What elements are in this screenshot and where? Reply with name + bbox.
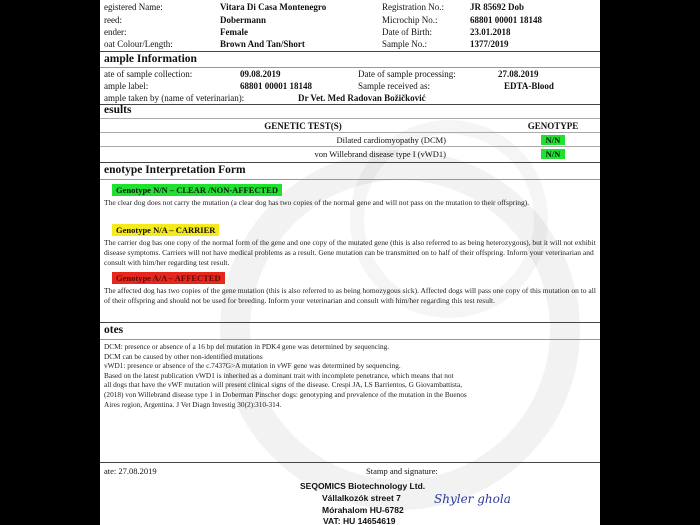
stamp-vat: VAT: HU 14654619 (323, 516, 396, 525)
affected-description: The affected dog has two copies of the gene mutation (this is also referred to as being homozygous sick). Affected dogs will pass one copy of this mutation on to all of their offspring and should not be used for breeding. Inform your veterinarian and consult with him/her regarding this test result. (104, 286, 596, 305)
clear-genotype-label: Genotype N/N – CLEAR /NON-AFFECTED (112, 184, 282, 196)
sample-info-title: ample Information (104, 53, 197, 65)
processing-label: Date of sample processing: (358, 69, 456, 79)
breed-label: reed: (104, 15, 122, 25)
notes-list (104, 342, 598, 409)
sample-label-value: 68801 00001 18148 (240, 81, 312, 91)
genotype-cell-wrap (506, 133, 600, 147)
dob-label: Date of Birth: (382, 27, 432, 37)
results-title: esults (104, 104, 132, 116)
note-line: Based on the latest publication vWD1 is inherited as a dominant trait with incomplete penetrance, which means that not (104, 370, 454, 380)
collection-label: ate of sample collection: (104, 69, 193, 79)
gender-value: Female (220, 27, 248, 37)
col-genotype-header: GENOTYPE (506, 119, 600, 133)
note-line: vWD1: presence or absence of the c.7437G>A mutation in vWF gene was determined by sequencing. (104, 361, 401, 371)
note-line: all dogs that have the vWF mutation will present clinical signs of the disease. Crespi JA, LS Barrientos, G Giovambattista, (104, 380, 463, 390)
divider (100, 339, 600, 340)
received-value: EDTA-Blood (504, 81, 554, 91)
processing-date: 27.08.2019 (498, 69, 539, 79)
stamp-label: Stamp and signature: (366, 466, 438, 476)
stamp-city: Mórahalom HU-6782 (322, 505, 404, 515)
clear-description: The clear dog does not carry the mutation (a clear dog has two copies of the normal gene and will not pass on the mutation to their offspring). (104, 198, 530, 207)
certificate-document (100, 0, 600, 525)
notes-title: otes (104, 324, 124, 336)
microchip-value: 68801 00001 18148 (470, 15, 542, 25)
genotype-badge: N/N (541, 135, 565, 145)
stamp-street: Vállalkozók street 7 (322, 493, 401, 503)
note-line: (2018) von Willebrand disease type 1 in Doberman Pinscher dogs: genotyping and prevalence of the mutation in the Buenos (104, 389, 467, 399)
table-row (100, 147, 600, 161)
footer-date: ate: 27.08.2019 (104, 466, 157, 476)
note-line: DCM: presence or absence of a 16 bp del mutation in PDK4 gene was determined by sequencing. (104, 342, 390, 351)
interpretation-title: enotype Interpretation Form (104, 164, 246, 176)
collection-date: 09.08.2019 (240, 69, 281, 79)
divider (100, 51, 600, 52)
vet-name: Dr Vet. Med Radovan Božičković (298, 93, 426, 103)
microchip-label: Microchip No.: (382, 15, 438, 25)
stamp-company: SEQOMICS Biotechnology Ltd. (300, 481, 426, 491)
note-line: Aires region, Argentina. J Vet Diagn Investig 30(2):310-314. (104, 399, 282, 409)
breed-value: Dobermann (220, 15, 267, 25)
carrier-genotype-label: Genotype N/A – CARRIER (112, 224, 219, 236)
test-name: von Willebrand disease type I (vWD1) (100, 147, 506, 161)
table-header-row (100, 119, 600, 133)
divider (100, 179, 600, 180)
handwritten-signature: Shyler ghola (434, 492, 511, 506)
divider (100, 104, 600, 105)
gender-label: ender: (104, 27, 127, 37)
sample-no-value: 1377/2019 (470, 39, 509, 49)
genotype-cell-wrap (506, 147, 600, 161)
registration-value: JR 85692 Dob (470, 2, 525, 12)
vet-label: ample taken by (name of veterinarian): (104, 93, 245, 103)
genotype-badge: N/N (541, 149, 565, 159)
divider (100, 462, 600, 463)
carrier-description: The carrier dog has one copy of the normal form of the gene and one copy of the mutated gene (this is also referred to as being heterozygous), but it will not exhibit disease symptoms. Carriers will not have medical problems as a result. Gene mutation can be transmitted on to half of their offspring. Inform your veterinarian and consult with him/her regarding test result. (104, 238, 596, 267)
received-label: Sample received as: (358, 81, 430, 91)
table-row (100, 133, 600, 147)
divider (100, 67, 600, 68)
divider (100, 162, 600, 163)
dog-name: Vitara Di Casa Montenegro (220, 2, 327, 12)
sample-no-label: Sample No.: (382, 39, 427, 49)
registration-label: Registration No.: (382, 2, 444, 12)
affected-genotype-label: Genotype A/A – AFFECTED (112, 272, 225, 284)
note-line: DCM can be caused by other non-identified mutations (104, 351, 263, 361)
results-table (100, 118, 600, 160)
divider (100, 322, 600, 323)
test-name: Dilated cardiomyopathy (DCM) (100, 133, 506, 147)
sample-label-label: ample label: (104, 81, 149, 91)
dob-value: 23.01.2018 (470, 27, 511, 37)
col-test-header: GENETIC TEST(S) (100, 119, 506, 133)
name-label: egistered Name: (104, 2, 163, 12)
coat-label: oat Colour/Length: (104, 39, 173, 49)
coat-value: Brown And Tan/Short (220, 39, 305, 49)
